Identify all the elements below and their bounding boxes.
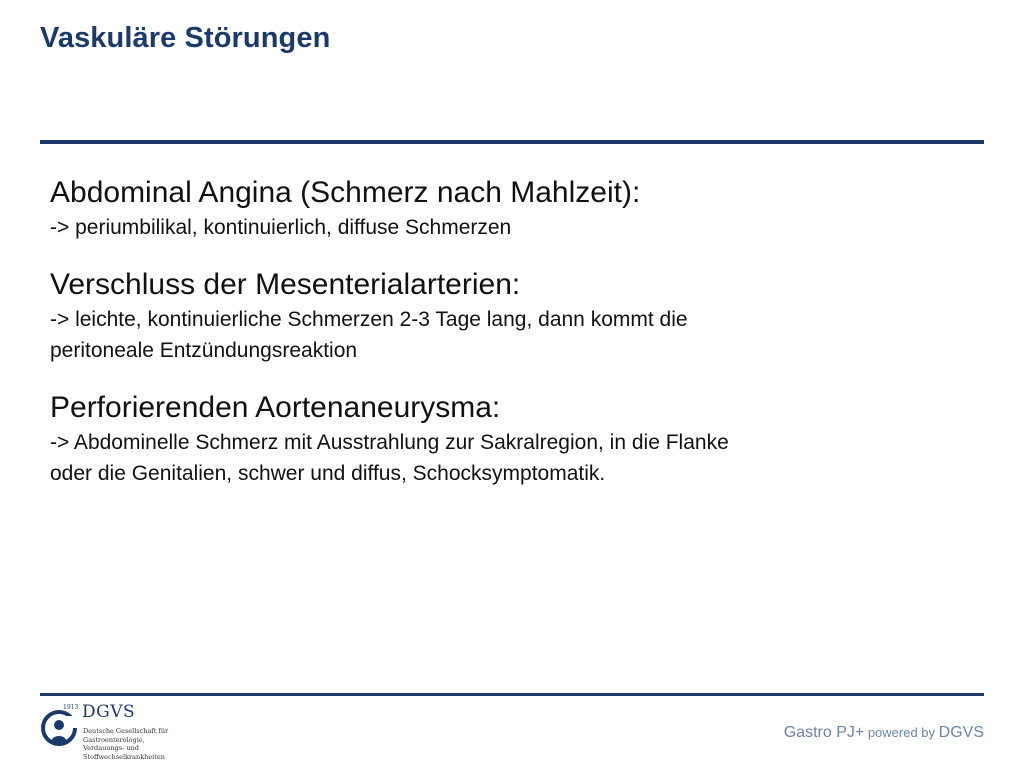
logo-name-line: Gastroenterologie, xyxy=(83,735,145,744)
logo-name-line: Verdauungs- und xyxy=(83,744,139,753)
section-text: oder die Genitalien, schwer und diffus, Schocksymptomatik. xyxy=(50,462,606,485)
section-heading: Verschluss der Mesenterialarterien: xyxy=(50,268,521,301)
dgvs-logo xyxy=(40,704,240,764)
slide-title: Vaskuläre Störungen xyxy=(40,22,331,54)
logo-year: 1913 xyxy=(63,704,79,711)
credit-powered-by: powered by xyxy=(864,725,939,740)
logo-name-line: Deutsche Gesellschaft für xyxy=(83,727,169,735)
credit-org: DGVS xyxy=(938,724,984,741)
section-abdominal-angina xyxy=(50,174,950,243)
section-text: peritoneale Entzündungsreaktion xyxy=(50,339,358,362)
section-mesenterialarterien xyxy=(50,266,950,366)
section-aortenaneurysma xyxy=(50,389,950,489)
section-text: -> leichte, kontinuierliche Schmerzen 2-3 Tage lang, dann kommt die xyxy=(50,308,688,331)
logo-abbrev: DGVS xyxy=(82,702,136,722)
section-heading: Abdominal Angina (Schmerz nach Mahlzeit): xyxy=(50,176,641,209)
section-heading: Perforierenden Aortenaneurysma: xyxy=(50,391,501,424)
logo-name-line: Stoffwechselkrankheiten xyxy=(83,752,165,761)
logo-full-name xyxy=(83,727,233,761)
footer-divider xyxy=(40,693,984,696)
title-divider xyxy=(40,140,984,144)
section-text: -> periumbilikal, kontinuierlich, diffuse Schmerzen xyxy=(50,216,512,239)
credit-brand: Gastro PJ xyxy=(783,724,855,741)
credit-plus: + xyxy=(854,724,865,741)
dgvs-logo-icon xyxy=(40,706,80,750)
slide-content xyxy=(50,174,950,489)
section-text: -> Abdominelle Schmerz mit Ausstrahlung zur Sakralregion, in die Flanke xyxy=(50,431,729,454)
footer-credit xyxy=(784,724,984,742)
